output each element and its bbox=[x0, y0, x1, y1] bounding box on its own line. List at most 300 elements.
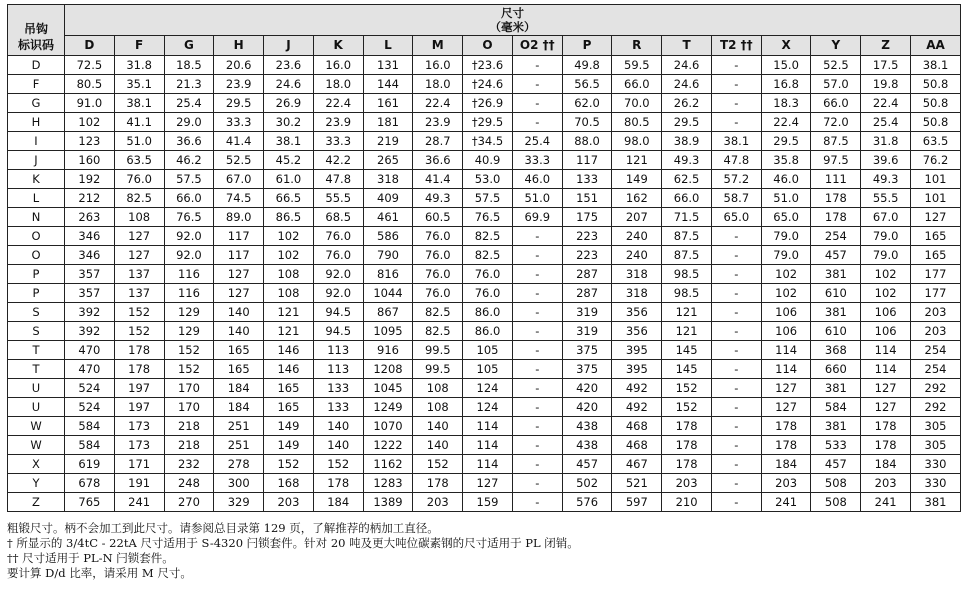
dimension-cell: 375 bbox=[562, 360, 612, 379]
dimension-cell: 114 bbox=[463, 417, 513, 436]
dimension-cell: 121 bbox=[662, 303, 712, 322]
dimension-cell: 144 bbox=[363, 75, 413, 94]
dimension-cell: 395 bbox=[612, 360, 662, 379]
dimension-cell: 381 bbox=[811, 265, 861, 284]
dimension-cell: 254 bbox=[911, 360, 961, 379]
table-row bbox=[8, 341, 961, 360]
dimension-cell: 82.5 bbox=[463, 246, 513, 265]
dimension-cell: 102 bbox=[264, 246, 314, 265]
dimension-cell: 124 bbox=[463, 398, 513, 417]
table-row bbox=[8, 417, 961, 436]
dimension-cell: 108 bbox=[413, 379, 463, 398]
dimension-cell: 71.5 bbox=[662, 208, 712, 227]
table-row bbox=[8, 303, 961, 322]
dimension-cell: 184 bbox=[214, 379, 264, 398]
column-header: P bbox=[562, 36, 612, 56]
hook-id-header-line2: 标识码 bbox=[17, 38, 54, 52]
dimension-cell: 51.0 bbox=[114, 132, 164, 151]
dimension-cell: - bbox=[512, 474, 562, 493]
dimension-cell: 88.0 bbox=[562, 132, 612, 151]
dimension-cell: 1389 bbox=[363, 493, 413, 512]
column-header: T bbox=[662, 36, 712, 56]
dimension-cell: 15.0 bbox=[761, 56, 811, 75]
dimension-cell: 82.5 bbox=[463, 227, 513, 246]
dimension-cell: 56.5 bbox=[562, 75, 612, 94]
dimension-cell: 409 bbox=[363, 189, 413, 208]
dimension-cell: - bbox=[711, 227, 761, 246]
dimension-cell: 319 bbox=[562, 322, 612, 341]
dimension-cell: 330 bbox=[911, 455, 961, 474]
column-header: Z bbox=[861, 36, 911, 56]
dimension-cell: 114 bbox=[761, 360, 811, 379]
dimension-cell: 121 bbox=[612, 151, 662, 170]
table-row bbox=[8, 75, 961, 94]
dimension-cell: 457 bbox=[811, 246, 861, 265]
dimension-cell: - bbox=[512, 398, 562, 417]
dimension-cell: - bbox=[711, 341, 761, 360]
table-row bbox=[8, 360, 961, 379]
dimension-cell: 287 bbox=[562, 265, 612, 284]
dimension-cell: 28.7 bbox=[413, 132, 463, 151]
dimension-cell: 165 bbox=[911, 227, 961, 246]
dimension-cell: 18.3 bbox=[761, 94, 811, 113]
dimension-cell: 106 bbox=[861, 322, 911, 341]
dimension-cell: 38.1 bbox=[114, 94, 164, 113]
dimension-cell: 678 bbox=[65, 474, 115, 493]
dimension-cell: 1095 bbox=[363, 322, 413, 341]
hook-id-cell: X bbox=[8, 455, 65, 474]
dimension-cell: 26.9 bbox=[264, 94, 314, 113]
dimension-cell: - bbox=[512, 94, 562, 113]
dimension-cell: 76.0 bbox=[413, 284, 463, 303]
dimension-cell: 292 bbox=[911, 379, 961, 398]
dimension-cell: 46.0 bbox=[512, 170, 562, 189]
dimension-cell: 114 bbox=[861, 341, 911, 360]
dimension-cell: 35.1 bbox=[114, 75, 164, 94]
dimension-cell: 152 bbox=[264, 455, 314, 474]
column-header: AA bbox=[911, 36, 961, 56]
dimension-cell: 72.5 bbox=[65, 56, 115, 75]
dimension-cell: 29.5 bbox=[761, 132, 811, 151]
dimension-cell: 197 bbox=[114, 379, 164, 398]
dimension-cell: 47.8 bbox=[313, 170, 363, 189]
dimension-cell: 395 bbox=[612, 341, 662, 360]
dimension-cell: 137 bbox=[114, 265, 164, 284]
table-row bbox=[8, 474, 961, 493]
dimension-cell: 287 bbox=[562, 284, 612, 303]
dimension-cell: 165 bbox=[214, 360, 264, 379]
dimension-cell: 86.0 bbox=[463, 322, 513, 341]
footnote-dagger: † 所显示的 3/4tC - 22tA 尺寸适用于 S-4320 闩锁套件。针对 20 吨及更大吨位碳素钢的尺寸适用于 PL 闭销。 bbox=[7, 536, 579, 550]
dimension-cell: 508 bbox=[811, 493, 861, 512]
dimension-cell: 152 bbox=[313, 455, 363, 474]
dimension-cell: 467 bbox=[612, 455, 662, 474]
dimension-cell: 816 bbox=[363, 265, 413, 284]
dimension-cell: 240 bbox=[612, 227, 662, 246]
hook-dimension-table bbox=[7, 4, 961, 512]
dimension-cell: 82.5 bbox=[413, 322, 463, 341]
dimension-cell: 23.9 bbox=[214, 75, 264, 94]
hook-id-cell: T bbox=[8, 341, 65, 360]
dimension-cell: 76.0 bbox=[463, 284, 513, 303]
dimension-cell: 184 bbox=[861, 455, 911, 474]
dimension-cell: 197 bbox=[114, 398, 164, 417]
dimension-cell: 22.4 bbox=[861, 94, 911, 113]
dimension-cell: 392 bbox=[65, 322, 115, 341]
dimension-cell: 106 bbox=[761, 303, 811, 322]
table-row bbox=[8, 379, 961, 398]
dimension-cell: 765 bbox=[65, 493, 115, 512]
dimension-cell: 165 bbox=[264, 398, 314, 417]
dimension-cell: 178 bbox=[761, 417, 811, 436]
dimension-cell: 69.9 bbox=[512, 208, 562, 227]
table-row bbox=[8, 322, 961, 341]
dimension-cell: - bbox=[711, 379, 761, 398]
dimension-cell: 46.0 bbox=[761, 170, 811, 189]
hook-id-cell: U bbox=[8, 398, 65, 417]
dimension-cell: 181 bbox=[363, 113, 413, 132]
dimension-cell: 178 bbox=[811, 189, 861, 208]
dimension-cell: 62.5 bbox=[662, 170, 712, 189]
dimension-cell: 82.5 bbox=[114, 189, 164, 208]
dimension-cell: 91.0 bbox=[65, 94, 115, 113]
hook-id-cell: S bbox=[8, 322, 65, 341]
dimension-cell: 76.5 bbox=[463, 208, 513, 227]
dimension-cell: 94.5 bbox=[313, 303, 363, 322]
dimension-cell: 137 bbox=[114, 284, 164, 303]
dimensions-header-line1: 尺寸 bbox=[501, 6, 524, 20]
dimension-cell: 22.4 bbox=[313, 94, 363, 113]
dimension-cell: 191 bbox=[114, 474, 164, 493]
dimension-cell: 51.0 bbox=[761, 189, 811, 208]
dimension-cell: 241 bbox=[861, 493, 911, 512]
dimension-cell: 241 bbox=[761, 493, 811, 512]
dimension-cell: 492 bbox=[612, 379, 662, 398]
hook-id-cell: Z bbox=[8, 493, 65, 512]
dimension-cell: 278 bbox=[214, 455, 264, 474]
dimension-cell: 80.5 bbox=[65, 75, 115, 94]
dimension-cell: 1044 bbox=[363, 284, 413, 303]
dimension-cell: 381 bbox=[811, 417, 861, 436]
dimension-cell: 47.8 bbox=[711, 151, 761, 170]
dimension-cell: 1283 bbox=[363, 474, 413, 493]
dimension-cell: 177 bbox=[911, 265, 961, 284]
dimension-cell: - bbox=[711, 284, 761, 303]
dimension-cell: - bbox=[711, 56, 761, 75]
dimension-cell: 270 bbox=[164, 493, 214, 512]
hook-id-cell: F bbox=[8, 75, 65, 94]
dimension-cell: - bbox=[512, 265, 562, 284]
dimension-cell: - bbox=[512, 322, 562, 341]
dimension-cell: 65.0 bbox=[711, 208, 761, 227]
dimension-cell: 68.5 bbox=[313, 208, 363, 227]
column-header: J bbox=[264, 36, 314, 56]
dimension-cell: 203 bbox=[761, 474, 811, 493]
dimension-cell: 66.0 bbox=[164, 189, 214, 208]
dimension-cell: 127 bbox=[761, 379, 811, 398]
dimension-cell: 223 bbox=[562, 246, 612, 265]
table-row bbox=[8, 398, 961, 417]
dimension-cell: 173 bbox=[114, 417, 164, 436]
dimension-cell: 381 bbox=[811, 379, 861, 398]
dimension-cell: 165 bbox=[911, 246, 961, 265]
dimension-cell: 584 bbox=[65, 417, 115, 436]
dimension-cell: 57.5 bbox=[463, 189, 513, 208]
table-row bbox=[8, 436, 961, 455]
dimension-cell: 114 bbox=[761, 341, 811, 360]
dimension-cell: 457 bbox=[811, 455, 861, 474]
dimension-cell: 420 bbox=[562, 379, 612, 398]
dimension-cell: 178 bbox=[811, 208, 861, 227]
column-header-row bbox=[8, 36, 961, 56]
column-header: D bbox=[65, 36, 115, 56]
dimension-cell: 26.2 bbox=[662, 94, 712, 113]
dimension-cell: 140 bbox=[214, 303, 264, 322]
dimension-cell: - bbox=[711, 417, 761, 436]
dimension-cell: 116 bbox=[164, 284, 214, 303]
dimension-cell: 133 bbox=[313, 398, 363, 417]
table-row bbox=[8, 493, 961, 512]
column-header: O bbox=[463, 36, 513, 56]
dimension-cell: 329 bbox=[214, 493, 264, 512]
dimension-cell: 62.0 bbox=[562, 94, 612, 113]
dimension-cell: 33.3 bbox=[512, 151, 562, 170]
dimension-cell: 76.0 bbox=[413, 265, 463, 284]
column-header: H bbox=[214, 36, 264, 56]
dimension-cell: 145 bbox=[662, 360, 712, 379]
dimension-cell: 392 bbox=[65, 303, 115, 322]
dimension-cell: 31.8 bbox=[861, 132, 911, 151]
table-row bbox=[8, 208, 961, 227]
dimension-cell: 127 bbox=[114, 246, 164, 265]
dimension-cell: 149 bbox=[264, 417, 314, 436]
dimension-cell: 22.4 bbox=[413, 94, 463, 113]
dimension-cell: 124 bbox=[463, 379, 513, 398]
dimension-cell: 76.0 bbox=[313, 227, 363, 246]
dimension-cell: 1208 bbox=[363, 360, 413, 379]
dimension-cell: 149 bbox=[612, 170, 662, 189]
dimension-cell: 184 bbox=[313, 493, 363, 512]
dimension-cell: 140 bbox=[413, 436, 463, 455]
dimension-cell: 72.0 bbox=[811, 113, 861, 132]
dimension-cell: 127 bbox=[861, 398, 911, 417]
dimension-cell: 108 bbox=[114, 208, 164, 227]
dimension-cell: 381 bbox=[911, 493, 961, 512]
dimension-cell: - bbox=[512, 417, 562, 436]
dimension-cell: 146 bbox=[264, 360, 314, 379]
dimension-cell: 49.3 bbox=[861, 170, 911, 189]
dimension-cell: 318 bbox=[363, 170, 413, 189]
dimension-cell: 70.5 bbox=[562, 113, 612, 132]
dimension-cell: - bbox=[512, 379, 562, 398]
dimension-cell: 584 bbox=[65, 436, 115, 455]
hook-id-cell: I bbox=[8, 132, 65, 151]
dimension-cell: 55.5 bbox=[313, 189, 363, 208]
dimension-cell: 184 bbox=[761, 455, 811, 474]
dimension-cell: 146 bbox=[264, 341, 314, 360]
dimension-cell: 140 bbox=[214, 322, 264, 341]
group-header-row bbox=[8, 5, 961, 36]
dimension-cell: 356 bbox=[612, 303, 662, 322]
dimension-cell: 330 bbox=[911, 474, 961, 493]
dimension-cell: †34.5 bbox=[463, 132, 513, 151]
table-row bbox=[8, 151, 961, 170]
column-header: T2 †† bbox=[711, 36, 761, 56]
dimension-cell: 99.5 bbox=[413, 360, 463, 379]
dimension-cell: 50.8 bbox=[911, 113, 961, 132]
dimension-cell: 151 bbox=[562, 189, 612, 208]
dimension-cell: 70.0 bbox=[612, 94, 662, 113]
dimension-cell: 41.4 bbox=[413, 170, 463, 189]
dimension-cell: 92.0 bbox=[164, 246, 214, 265]
dimension-cell: 203 bbox=[911, 303, 961, 322]
hook-id-cell: P bbox=[8, 265, 65, 284]
dimension-cell: 152 bbox=[413, 455, 463, 474]
dimension-cell: - bbox=[512, 436, 562, 455]
dimension-cell: 66.0 bbox=[612, 75, 662, 94]
dimensions-header-line2: （毫米） bbox=[489, 20, 536, 34]
dimension-cell: - bbox=[512, 75, 562, 94]
dimension-cell: 76.0 bbox=[463, 265, 513, 284]
dimension-cell: 79.0 bbox=[761, 246, 811, 265]
dimension-cell: 33.3 bbox=[214, 113, 264, 132]
hook-id-cell: K bbox=[8, 170, 65, 189]
dimension-cell: 131 bbox=[363, 56, 413, 75]
table-row bbox=[8, 284, 961, 303]
column-header: M bbox=[413, 36, 463, 56]
dimension-cell: 106 bbox=[761, 322, 811, 341]
dimension-cell: 114 bbox=[463, 455, 513, 474]
dimension-cell: 82.5 bbox=[413, 303, 463, 322]
dimension-cell: 438 bbox=[562, 417, 612, 436]
dimension-cell: 263 bbox=[65, 208, 115, 227]
dimension-cell: 468 bbox=[612, 417, 662, 436]
dimension-cell: 1162 bbox=[363, 455, 413, 474]
dimension-cell: 36.6 bbox=[164, 132, 214, 151]
hook-id-cell: N bbox=[8, 208, 65, 227]
dimension-cell: 92.0 bbox=[164, 227, 214, 246]
hook-id-cell: D bbox=[8, 56, 65, 75]
column-header: O2 †† bbox=[512, 36, 562, 56]
dimension-cell: 521 bbox=[612, 474, 662, 493]
dimension-cell: 24.6 bbox=[662, 56, 712, 75]
dimension-cell: 79.0 bbox=[861, 246, 911, 265]
dimension-cell: 38.1 bbox=[911, 56, 961, 75]
dimension-cell: 251 bbox=[214, 417, 264, 436]
dimension-cell: 76.2 bbox=[911, 151, 961, 170]
table-row bbox=[8, 227, 961, 246]
dimension-cell: 39.6 bbox=[861, 151, 911, 170]
dimension-cell: 31.8 bbox=[114, 56, 164, 75]
dimension-cell: 101 bbox=[911, 189, 961, 208]
dimension-cell: 127 bbox=[861, 379, 911, 398]
dimension-cell: 25.4 bbox=[861, 113, 911, 132]
table-row bbox=[8, 189, 961, 208]
column-header: L bbox=[363, 36, 413, 56]
dimension-cell: 102 bbox=[761, 284, 811, 303]
dimension-cell: 368 bbox=[811, 341, 861, 360]
dimension-cell: 117 bbox=[562, 151, 612, 170]
dimension-cell: 51.0 bbox=[512, 189, 562, 208]
dimension-cell: 25.4 bbox=[512, 132, 562, 151]
dimension-cell: 149 bbox=[264, 436, 314, 455]
dimension-cell: 79.0 bbox=[861, 227, 911, 246]
dimension-cell: 63.5 bbox=[114, 151, 164, 170]
dimension-cell: 24.6 bbox=[264, 75, 314, 94]
footnote-double-dagger: †† 尺寸适用于 PL-N 闩锁套件。 bbox=[7, 551, 174, 565]
dimension-cell: 619 bbox=[65, 455, 115, 474]
dimension-cell: 203 bbox=[861, 474, 911, 493]
dimension-cell: 18.0 bbox=[413, 75, 463, 94]
dimension-cell: - bbox=[711, 265, 761, 284]
dimension-cell: - bbox=[711, 398, 761, 417]
table-row bbox=[8, 455, 961, 474]
hook-id-cell: G bbox=[8, 94, 65, 113]
dimension-cell: 18.5 bbox=[164, 56, 214, 75]
dimension-cell: 152 bbox=[164, 360, 214, 379]
dimension-cell: 207 bbox=[612, 208, 662, 227]
dimension-cell: 101 bbox=[911, 170, 961, 189]
dimension-cell: - bbox=[512, 493, 562, 512]
dimension-cell: 145 bbox=[662, 341, 712, 360]
dimension-cell: 92.0 bbox=[313, 284, 363, 303]
dimension-cell: 102 bbox=[861, 284, 911, 303]
dimension-cell: 36.6 bbox=[413, 151, 463, 170]
dimension-cell: 29.5 bbox=[214, 94, 264, 113]
dimension-cell: 57.5 bbox=[164, 170, 214, 189]
table-row bbox=[8, 246, 961, 265]
dimension-cell: 22.4 bbox=[761, 113, 811, 132]
hook-id-cell: O bbox=[8, 246, 65, 265]
dimension-cell: 470 bbox=[65, 360, 115, 379]
hook-id-cell: O bbox=[8, 227, 65, 246]
dimension-cell: 584 bbox=[811, 398, 861, 417]
dimension-cell: 87.5 bbox=[662, 246, 712, 265]
dimension-cell: 318 bbox=[612, 265, 662, 284]
dimension-cell: 108 bbox=[413, 398, 463, 417]
dimension-cell: - bbox=[512, 113, 562, 132]
dimension-cell: 21.3 bbox=[164, 75, 214, 94]
hook-id-header-line1: 吊钩 bbox=[23, 22, 48, 36]
dimension-cell: 576 bbox=[562, 493, 612, 512]
dimension-cell: 152 bbox=[114, 322, 164, 341]
dimension-cell: 99.5 bbox=[413, 341, 463, 360]
table-row bbox=[8, 56, 961, 75]
dimension-cell: 461 bbox=[363, 208, 413, 227]
dimension-cell: 113 bbox=[313, 360, 363, 379]
dimension-cell: 41.4 bbox=[214, 132, 264, 151]
hook-id-cell: W bbox=[8, 436, 65, 455]
dimension-cell: 87.5 bbox=[811, 132, 861, 151]
dimension-cell: 79.0 bbox=[761, 227, 811, 246]
hook-id-cell: T bbox=[8, 360, 65, 379]
dimension-cell: 67.0 bbox=[214, 170, 264, 189]
dimension-cell: - bbox=[711, 303, 761, 322]
dimension-cell: 140 bbox=[313, 417, 363, 436]
dimension-cell: 63.5 bbox=[911, 132, 961, 151]
dimension-cell: - bbox=[711, 455, 761, 474]
dimension-cell: 127 bbox=[214, 284, 264, 303]
dimension-cell: 210 bbox=[662, 493, 712, 512]
dimension-cell: 45.2 bbox=[264, 151, 314, 170]
dimension-cell: 114 bbox=[861, 360, 911, 379]
dimension-cell: - bbox=[711, 94, 761, 113]
dimension-cell: 38.9 bbox=[662, 132, 712, 151]
dimension-cell: 457 bbox=[562, 455, 612, 474]
dimension-cell: 140 bbox=[413, 417, 463, 436]
dimension-table-container bbox=[7, 4, 961, 512]
dimension-cell: †23.6 bbox=[463, 56, 513, 75]
